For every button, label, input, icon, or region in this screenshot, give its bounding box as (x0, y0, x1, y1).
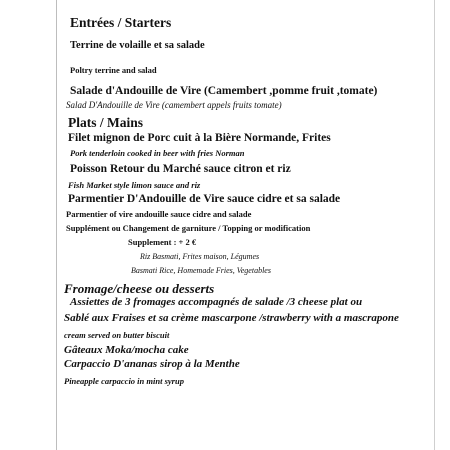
starter-2-en: Salad D'Andouille de Vire (camembert appels fruits tomate) (66, 100, 282, 110)
left-border-line (56, 0, 57, 450)
starter-1-en: Poltry terrine and salad (70, 65, 157, 75)
dessert-2-cont: cream served on butter biscuit (64, 330, 170, 340)
main-2-fr: Poisson Retour du Marché sauce citron et riz (70, 163, 291, 175)
main-3-fr: Parmentier D'Andouille de Vire sauce cidre et sa salade (68, 193, 341, 205)
sides-en: Basmati Rice, Homemade Fries, Vegetables (131, 266, 271, 275)
sides-fr: Riz Basmati, Frites maison, Légumes (140, 252, 260, 261)
supplement-price: Supplement : + 2 € (128, 237, 197, 247)
main-3-en: Parmentier of vire andouille sauce cidre and salade (66, 209, 252, 219)
dessert-2: Sablé aux Fraises et sa crème mascarpone /strawberry with a mascrapone (64, 312, 399, 324)
starters-heading: Entrées / Starters (70, 15, 172, 30)
mains-heading: Plats / Mains (68, 115, 144, 130)
dessert-3: Gâteaux Moka/mocha cake (64, 344, 189, 356)
dessert-4-en: Pineapple carpaccio in mint syrup (64, 376, 184, 386)
dessert-1: Assiettes de 3 fromages accompagnés de salade /3 cheese plat ou (70, 296, 363, 308)
desserts-heading: Fromage/cheese ou desserts (64, 281, 215, 296)
main-1-en: Pork tenderloin cooked in beer with fries Norman (70, 148, 245, 158)
dessert-4: Carpaccio D'ananas sirop à la Menthe (64, 358, 240, 370)
right-border-line (434, 0, 435, 450)
starter-2-fr: Salade d'Andouille de Vire (Camembert ,pomme fruit ,tomate) (70, 85, 378, 97)
starter-1-fr: Terrine de volaille et sa salade (70, 40, 205, 51)
garnish-line: Supplément ou Changement de garniture / Topping or modification (66, 223, 311, 233)
main-1-fr: Filet mignon de Porc cuit à la Bière Normande, Frites (68, 132, 331, 144)
main-2-en: Fish Market style limon sauce and riz (68, 180, 201, 190)
